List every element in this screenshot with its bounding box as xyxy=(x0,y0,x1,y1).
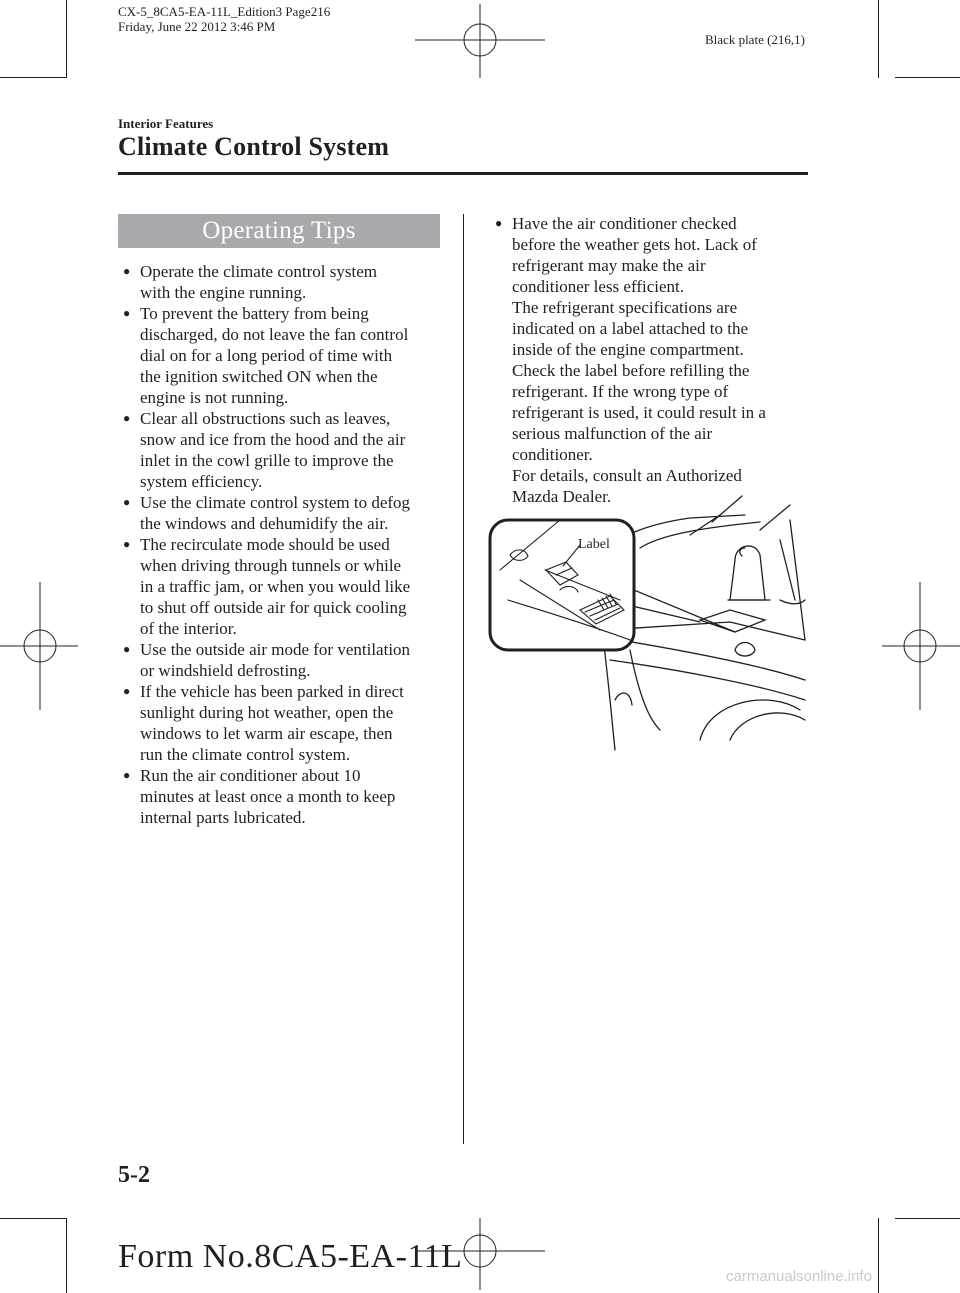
list-item-line: Use the climate control system to defog xyxy=(140,493,411,512)
bullet-icon: ● xyxy=(123,537,131,551)
bullet-icon: ● xyxy=(123,768,131,782)
note-line: Mazda Dealer. xyxy=(512,487,612,506)
list-item-line: engine is not running. xyxy=(140,388,289,407)
file-name-line: CX-5_8CA5-EA-11L_Edition3 Page216 xyxy=(118,4,331,19)
plate-info: Black plate (216,1) xyxy=(705,32,805,47)
list-item-line: the windows and dehumidify the air. xyxy=(140,514,389,533)
list-item-line: the ignition switched ON when the xyxy=(140,367,378,386)
list-item-line: with the engine running. xyxy=(140,283,307,302)
note-line: For details, consult an Authorized xyxy=(512,466,742,485)
list-item-line: in a traffic jam, or when you would like xyxy=(140,577,411,596)
bullet-icon: ● xyxy=(123,411,131,425)
note-line: refrigerant is used, it could result in a xyxy=(512,403,766,422)
note-line: refrigerant may make the air xyxy=(512,256,706,275)
list-item-line: If the vehicle has been parked in direct xyxy=(140,682,404,701)
watermark: carmanualsonline.info xyxy=(726,1268,872,1285)
list-item-line: of the interior. xyxy=(140,619,237,638)
list-item-line: To prevent the battery from being xyxy=(140,304,369,323)
list-item-line: run the climate control system. xyxy=(140,745,351,764)
note-line: Have the air conditioner checked xyxy=(512,214,737,233)
figure-label-callout: Label xyxy=(578,537,610,552)
note-line: inside of the engine compartment. xyxy=(512,340,744,359)
bullet-icon: ● xyxy=(495,216,503,230)
bullet-icon: ● xyxy=(123,684,131,698)
operating-tips-heading: Operating Tips xyxy=(118,214,440,248)
list-item-line: Use the outside air mode for ventilation xyxy=(140,640,411,659)
note-line: indicated on a label attached to the xyxy=(512,319,749,338)
bullet-icon: ● xyxy=(123,495,131,509)
page-number: 5-2 xyxy=(118,1162,150,1188)
note-line: Check the label before refilling the xyxy=(512,361,750,380)
print-date-line: Friday, June 22 2012 3:46 PM xyxy=(118,19,276,34)
list-item-line: system efficiency. xyxy=(140,472,263,491)
list-item-line: windows to let warm air escape, then xyxy=(140,724,393,743)
bullet-icon: ● xyxy=(123,642,131,656)
note-line: conditioner less efficient. xyxy=(512,277,684,296)
list-item-line: when driving through tunnels or while xyxy=(140,556,402,575)
list-item-line: discharged, do not leave the fan control xyxy=(140,325,409,344)
list-item-line: to shut off outside air for quick cooling xyxy=(140,598,407,617)
list-item-line: dial on for a long period of time with xyxy=(140,346,393,365)
list-item-line: Run the air conditioner about 10 xyxy=(140,766,361,785)
note-line: The refrigerant specifications are xyxy=(512,298,738,317)
list-item-line: or windshield defrosting. xyxy=(140,661,311,680)
note-line: refrigerant. If the wrong type of xyxy=(512,382,729,401)
note-line: before the weather gets hot. Lack of xyxy=(512,235,757,254)
bullet-icon: ● xyxy=(123,264,131,278)
list-item-line: The recirculate mode should be used xyxy=(140,535,390,554)
bullet-icon: ● xyxy=(123,306,131,320)
list-item-line: inlet in the cowl grille to improve the xyxy=(140,451,394,470)
form-number: Form No.8CA5-EA-11L xyxy=(118,1238,463,1275)
note-line: serious malfunction of the air xyxy=(512,424,713,443)
list-item-line: sunlight during hot weather, open the xyxy=(140,703,394,722)
page-title: Climate Control System xyxy=(118,132,390,161)
list-item-line: internal parts lubricated. xyxy=(140,808,306,827)
list-item-line: snow and ice from the hood and the air xyxy=(140,430,406,449)
list-item-line: Clear all obstructions such as leaves, xyxy=(140,409,391,428)
note-line: conditioner. xyxy=(512,445,593,464)
section-name: Interior Features xyxy=(118,116,214,131)
list-item-line: minutes at least once a month to keep xyxy=(140,787,396,806)
list-item-line: Operate the climate control system xyxy=(140,262,377,281)
